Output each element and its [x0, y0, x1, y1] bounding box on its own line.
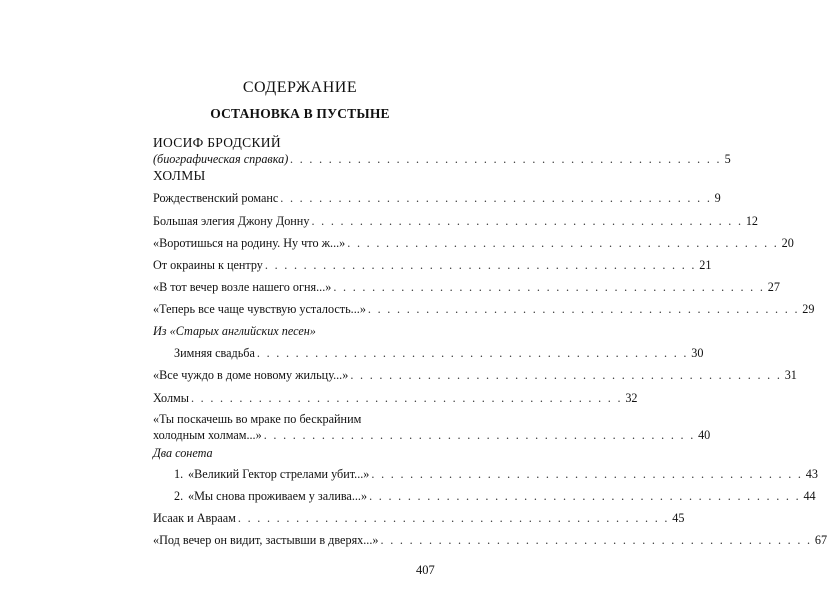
toc-entry	[153, 510, 685, 526]
toc-entry	[153, 390, 638, 406]
toc-entry	[153, 532, 827, 548]
dot-leader: . . . . . . . . . . . . . . . . . . . . . . . . . . . . . . . . . . . . . . . . . . . . .	[347, 236, 779, 250]
dot-leader: . . . . . . . . . . . . . . . . . . . . . . . . . . . . . . . . . . . . . . . . . . . . .	[350, 368, 782, 382]
group-heading-holmy: ХОЛМЫ	[153, 168, 206, 183]
group-heading: Два сонета	[153, 446, 213, 460]
entry-page: 44	[803, 489, 816, 503]
dot-leader: . . . . . . . . . . . . . . . . . . . . . . . . . . . . . . . . . . . . . . . . . . . . .	[256, 346, 689, 360]
entry-title: Большая элегия Джону Донну	[153, 214, 310, 228]
entry-page: 12	[745, 214, 758, 228]
toc-title: СОДЕРЖАНИЕ	[242, 79, 358, 96]
entry-title: «Под вечер он видит, застывши в дверях...»	[153, 533, 379, 547]
dot-leader: . . . . . . . . . . . . . . . . . . . . . . . . . . . . . . . . . . . . . . . . . . . . .	[369, 489, 801, 503]
entry-page: 45	[672, 511, 685, 525]
dot-leader: . . . . . . . . . . . . . . . . . . . . . . . . . . . . . . . . . . . . . . . . . . . . .	[380, 533, 812, 547]
toc-entry	[153, 190, 721, 206]
group-heading: Из «Старых английских песен»	[153, 324, 316, 338]
entry-title: Зимняя свадьба	[174, 346, 255, 360]
dot-leader: . . . . . . . . . . . . . . . . . . . . . . . . . . . . . . . . . . . . . . . . . . . . .	[190, 391, 623, 405]
dot-leader: . . . . . . . . . . . . . . . . . . . . . . . . . . . . . . . . . . . . . . . . . . . . .	[311, 214, 743, 228]
entry-page: 67	[814, 533, 827, 547]
entry-title-line2: холодным холмам...»	[153, 428, 262, 442]
toc-entry-two-line	[153, 411, 711, 443]
entry-title: От окраины к центру	[153, 258, 263, 272]
entry-number: 2.	[174, 489, 184, 503]
entry-page: 43	[805, 467, 818, 481]
entry-title-line1: «Ты поскачешь во мраке по бескрайним	[153, 412, 362, 426]
entry-title: «Воротишься на родину. Ну что ж...»	[153, 236, 346, 250]
entry-title: «Мы снова проживаем у залива...»	[188, 489, 368, 503]
entry-title: «В тот вечер возле нашего огня...»	[153, 280, 332, 294]
dot-leader: . . . . . . . . . . . . . . . . . . . . . . . . . . . . . . . . . . . . . . . . . . . . .	[280, 191, 712, 205]
toc-entry	[153, 301, 815, 317]
entry-page: 21	[699, 258, 712, 272]
dot-leader: . . . . . . . . . . . . . . . . . . . . . . . . . . . . . . . . . . . . . . . . . . . . .	[290, 152, 722, 166]
entry-title: «Теперь все чаще чувствую усталость...»	[153, 302, 366, 316]
entry-page: 27	[767, 280, 780, 294]
dot-leader: . . . . . . . . . . . . . . . . . . . . . . . . . . . . . . . . . . . . . . . . . . . . .	[333, 280, 765, 294]
toc-entry	[153, 345, 704, 361]
dot-leader: . . . . . . . . . . . . . . . . . . . . . . . . . . . . . . . . . . . . . . . . . . . . .	[264, 258, 697, 272]
entry-page: 5	[724, 152, 731, 166]
dot-leader: . . . . . . . . . . . . . . . . . . . . . . . . . . . . . . . . . . . . . . . . . . . . .	[263, 428, 696, 442]
section-title: ОСТАНОВКА В ПУСТЫНЕ	[210, 106, 390, 121]
entry-page: 31	[784, 368, 797, 382]
entry-page: 29	[802, 302, 815, 316]
entry-page: 20	[781, 236, 794, 250]
toc-entry	[153, 279, 780, 295]
entry-page: 30	[691, 346, 704, 360]
toc-entry	[153, 257, 712, 273]
entry-number: 1.	[174, 467, 184, 481]
toc-entry	[153, 367, 797, 383]
entry-title: Холмы	[153, 391, 189, 405]
dot-leader: . . . . . . . . . . . . . . . . . . . . . . . . . . . . . . . . . . . . . . . . . . . . .	[371, 467, 803, 481]
toc-entry	[153, 466, 818, 482]
toc-entry	[153, 235, 794, 251]
entry-page: 32	[625, 391, 638, 405]
entry-title: Исаак и Авраам	[153, 511, 236, 525]
toc-entry-bio	[153, 151, 731, 167]
entry-page: 40	[698, 428, 711, 442]
entry-page: 9	[714, 191, 721, 205]
toc-entry	[153, 213, 758, 229]
toc-entry	[153, 488, 816, 504]
entry-title: «Великий Гектор стрелами убит...»	[188, 467, 370, 481]
entry-title: «Все чуждо в доме новому жильцу...»	[153, 368, 349, 382]
dot-leader: . . . . . . . . . . . . . . . . . . . . . . . . . . . . . . . . . . . . . . . . . . . . .	[367, 302, 800, 316]
entry-title: (биографическая справка)	[153, 152, 289, 166]
entry-title: Рождественский романс	[153, 191, 279, 205]
page-number: 407	[416, 563, 435, 577]
author-heading: ИОСИФ БРОДСКИЙ	[153, 135, 281, 150]
dot-leader: . . . . . . . . . . . . . . . . . . . . . . . . . . . . . . . . . . . . . . . . . . . . .	[237, 511, 670, 525]
